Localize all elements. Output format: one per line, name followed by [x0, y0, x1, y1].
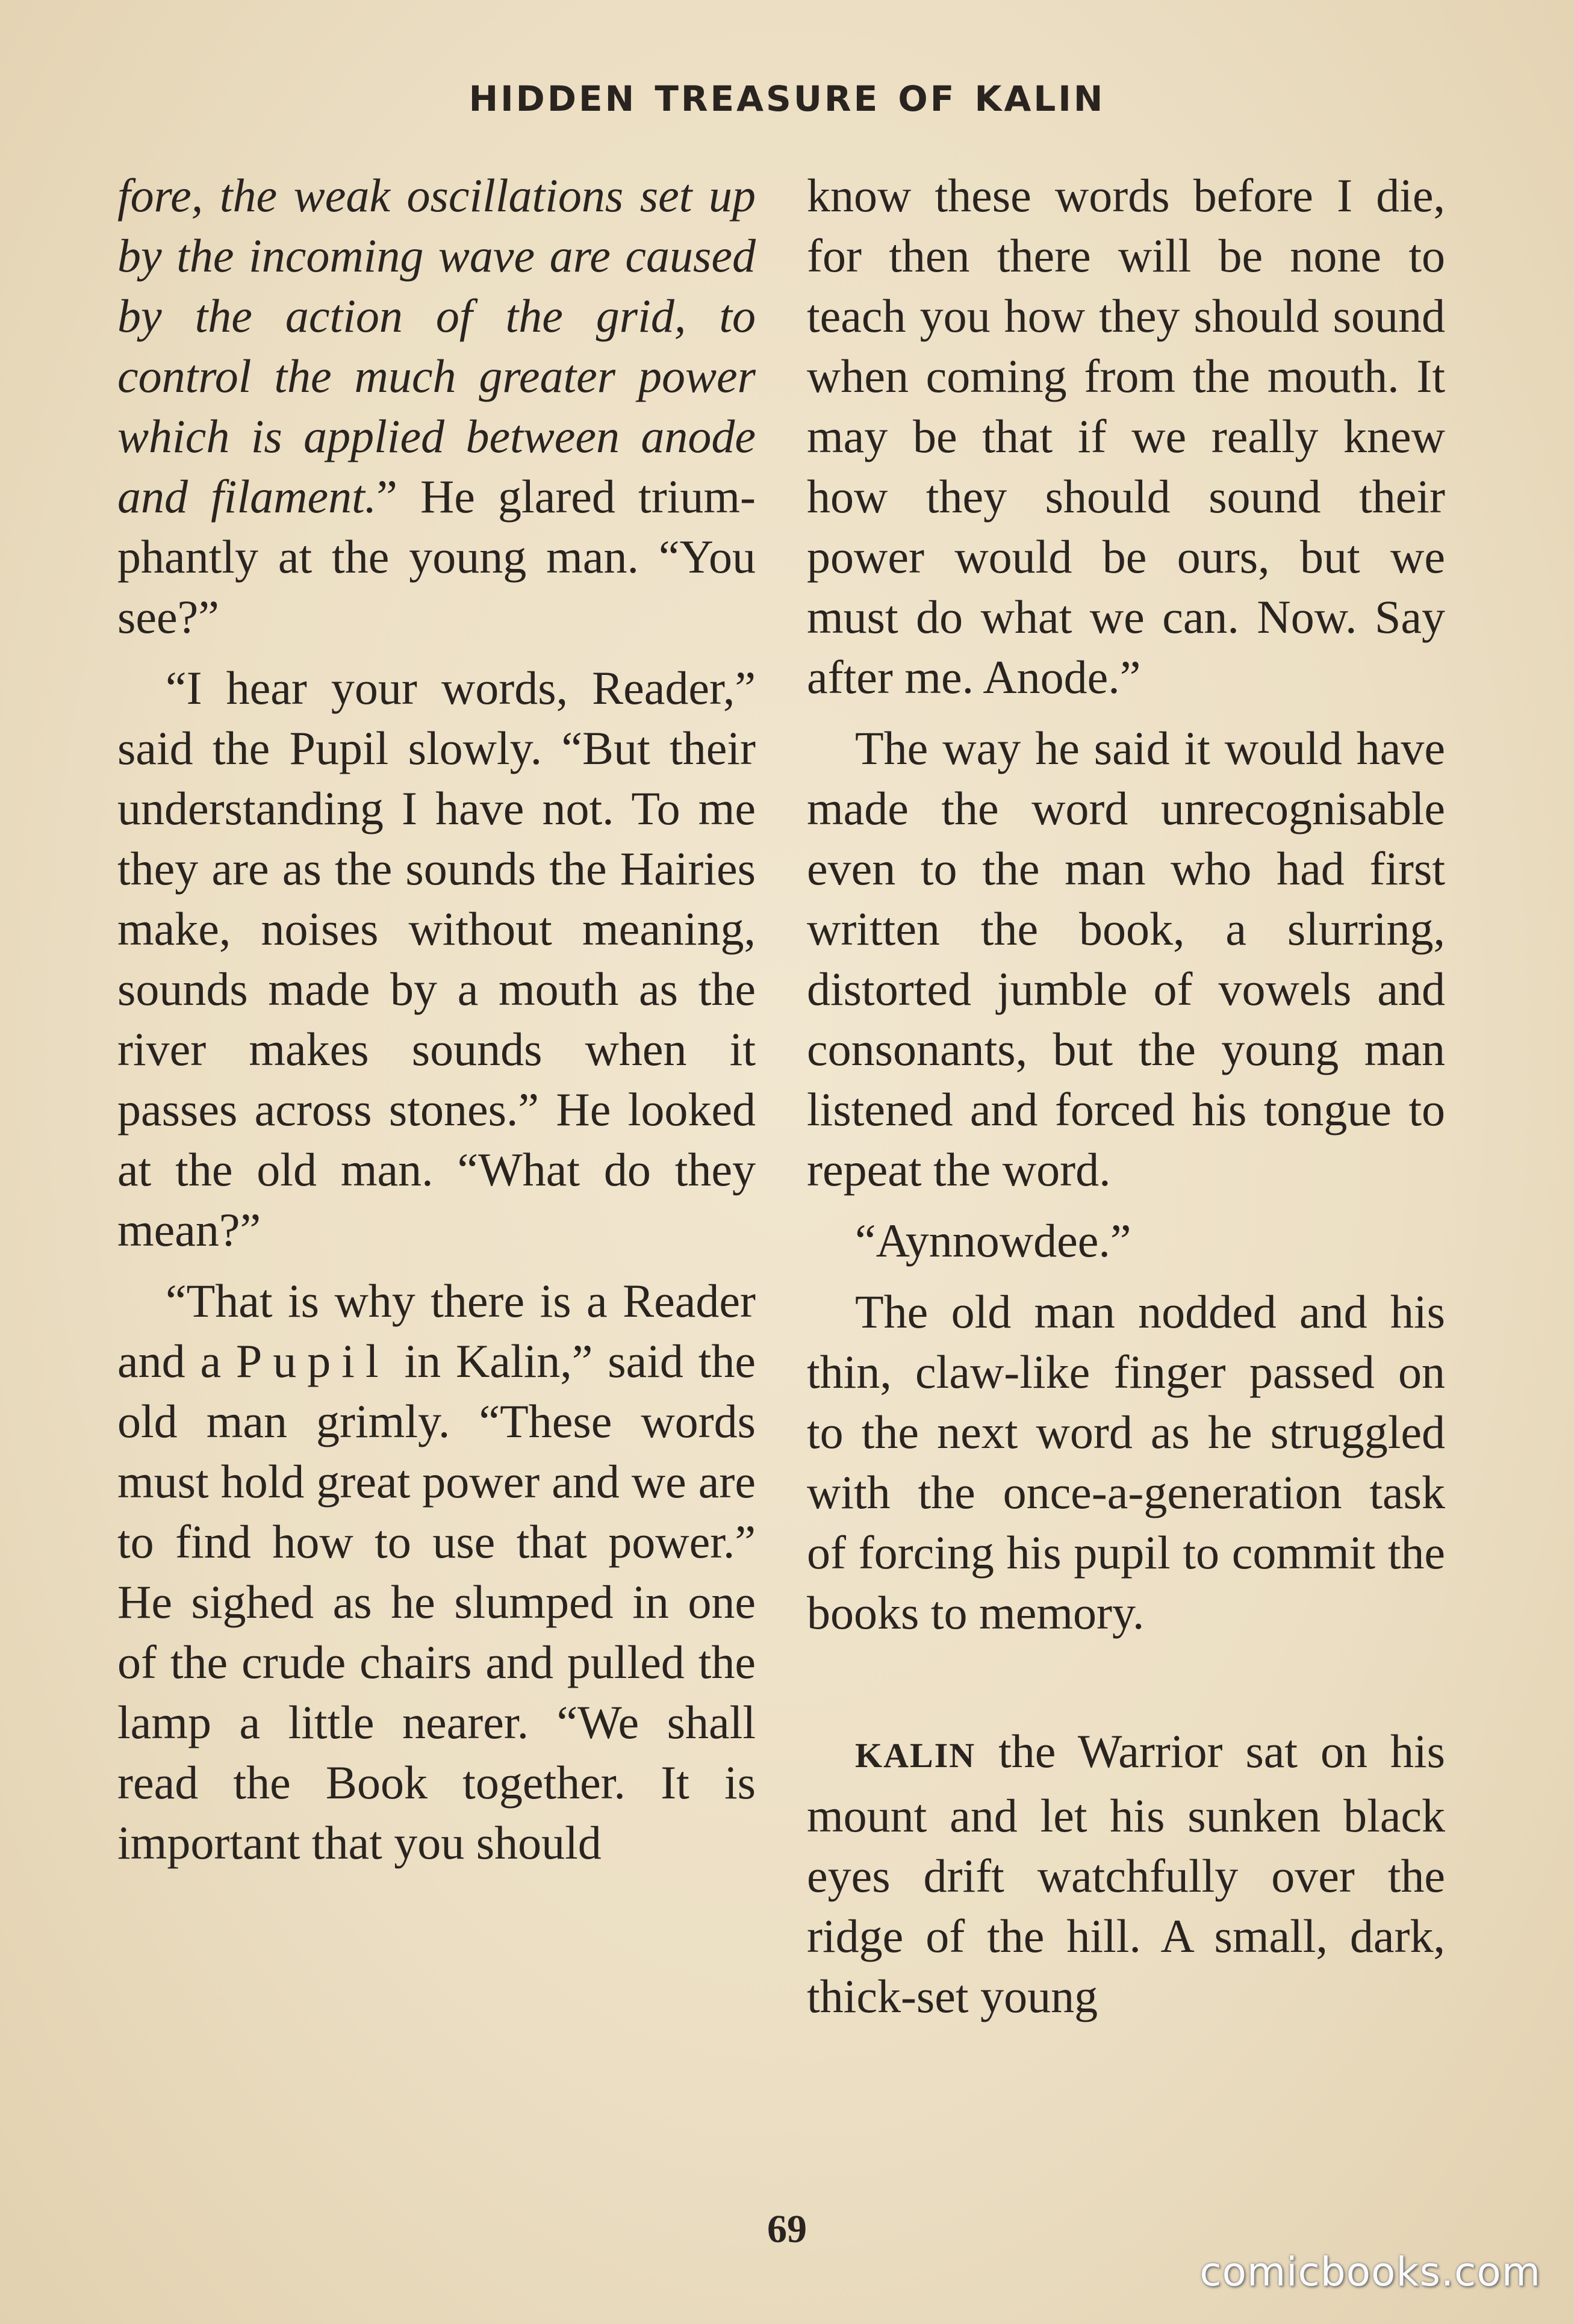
paragraph — [807, 1721, 1445, 2027]
left-column — [117, 166, 756, 1884]
paragraph: “I hear your words, Reader,” said the Pupil slowly. “But their understanding I have not. To me they are as the sounds the Hairies make, noises without meaning, sounds made by a mouth as the river makes sounds when it passes across stones.” He looked at the old man. “What do they mean?” — [117, 662, 756, 1256]
paragraph: “Aynnowdee.” — [855, 1214, 1131, 1267]
paragraph — [117, 166, 756, 647]
paragraph: The old man nodded and his thin, claw-like finger passed on to the next word as he struggled with the once-a-generation task of forcing his pupil to commit the books to memory. — [807, 1285, 1445, 1639]
paragraph: know these words before I die, for then there will be none to teach you how they should sound when coming from the mouth. It may be that if we really knew how they should sound their power would be ours, but we must do what we can. Now. Say after me. Anode.” — [807, 169, 1445, 703]
watermark: comicbooks.com — [1199, 2249, 1541, 2295]
spaced-word: Pupil — [235, 1335, 390, 1387]
paragraph-text: ” He glared triumphantly at the young man. “You see?” — [117, 470, 756, 643]
paragraph-text: “That is why there is a Reader and a — [117, 1275, 756, 1387]
paragraph — [117, 1271, 756, 1873]
running-head: HIDDEN TREASURE OF KALIN — [468, 78, 1106, 119]
italic-quote: fore, the weak oscillations set up by the incoming wave are caused by the action of the grid, to control the much greater power which is applied between anode and filament. — [117, 169, 756, 523]
page-number: 69 — [767, 2207, 807, 2251]
smallcaps-lead: KALIN — [855, 1736, 976, 1775]
right-column — [807, 166, 1445, 2037]
paragraph-text: in Kalin,” said the old man grimly. “These words must hold great power and we are to find how to use that power.” He sighed as he slumped in one of the crude chairs and pulled the lamp a little nearer. “We shall read the Book together. It is important that you should — [117, 1335, 756, 1869]
paragraph-text: the Warrior sat on his mount and let his sunken black eyes drift watchfully over the ridge of the hill. A small, dark, thick-set young — [807, 1725, 1445, 2022]
paragraph: The way he said it would have made the word unrecognisable even to the man who had first written the book, a slurring, distorted jumble of vowels and consonants, but the young man listened and forced his tongue to repeat the word. — [807, 722, 1445, 1196]
